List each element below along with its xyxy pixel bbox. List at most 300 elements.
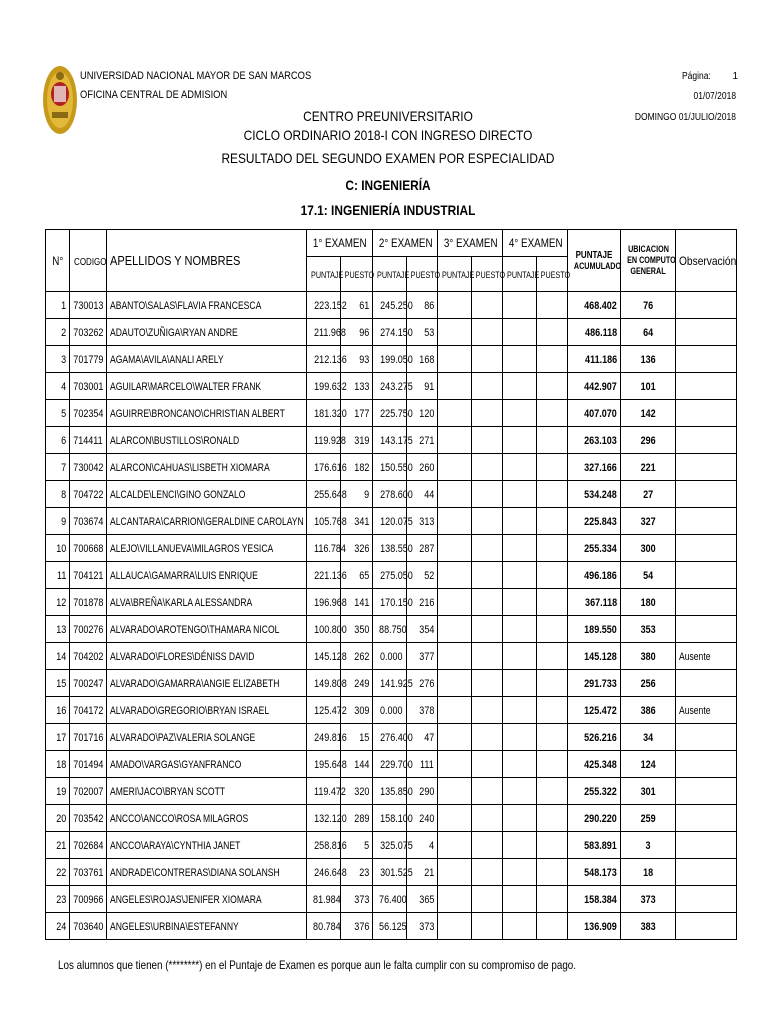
exam2-rank: 373: [407, 913, 438, 940]
title-line-2: CICLO ORDINARIO 2018-I CON INGRESO DIRECTO: [243, 127, 533, 143]
row-name: AMADO\VARGAS\GYANFRANCO: [107, 751, 307, 778]
row-name: ALARCON\BUSTILLOS\RONALD: [107, 427, 307, 454]
exam1-rank: 262: [341, 643, 373, 670]
general-rank: 54: [621, 562, 676, 589]
exam2-score: 245.250: [373, 292, 407, 319]
row-number: 6: [46, 427, 70, 454]
general-rank: 76: [621, 292, 676, 319]
table-row: [46, 886, 737, 913]
exam4-rank: [537, 778, 568, 805]
exam2-rank: 240: [407, 805, 438, 832]
col-header-exam3: 3° EXAMEN: [438, 230, 503, 257]
university-seal-logo: [42, 64, 78, 136]
exam2-score: 76.400: [373, 886, 407, 913]
observation: Ausente: [676, 697, 737, 724]
exam1-score: 145.128: [307, 643, 341, 670]
exam4-rank: [537, 346, 568, 373]
general-rank: 327: [621, 508, 676, 535]
exam3-score: [438, 400, 472, 427]
total-score: 125.472: [568, 697, 621, 724]
exam3-score: [438, 805, 472, 832]
row-code: 703640: [70, 913, 107, 940]
exam3-score: [438, 751, 472, 778]
row-name: ALCANTARA\CARRION\GERALDINE CAROLAYN: [107, 508, 307, 535]
results-table: [45, 229, 737, 940]
total-score: 425.348: [568, 751, 621, 778]
observation: [676, 454, 737, 481]
exam1-rank: 96: [341, 319, 373, 346]
total-score: 327.166: [568, 454, 621, 481]
exam4-rank: [537, 751, 568, 778]
exam4-score: [503, 886, 537, 913]
exam2-score: 0.000: [373, 643, 407, 670]
exam2-score: 199.050: [373, 346, 407, 373]
exam1-score: 125.472: [307, 697, 341, 724]
row-code: 702684: [70, 832, 107, 859]
row-name: ANGELES\URBINA\ESTEFANNY: [107, 913, 307, 940]
exam1-score: 255.648: [307, 481, 341, 508]
observation: [676, 670, 737, 697]
exam2-rank: 276: [407, 670, 438, 697]
table-row: [46, 832, 737, 859]
exam4-rank: [537, 373, 568, 400]
exam1-rank: 289: [341, 805, 373, 832]
exam3-score: [438, 697, 472, 724]
exam2-rank: 4: [407, 832, 438, 859]
exam1-score: 258.816: [307, 832, 341, 859]
observation: [676, 427, 737, 454]
observation: [676, 724, 737, 751]
col-header-rank-3: PUESTO: [472, 257, 503, 292]
row-code: 703001: [70, 373, 107, 400]
exam3-rank: [472, 481, 503, 508]
exam4-rank: [537, 616, 568, 643]
exam1-score: 196.968: [307, 589, 341, 616]
exam3-score: [438, 778, 472, 805]
exam2-rank: 216: [407, 589, 438, 616]
row-name: ALVARADO\GAMARRA\ANGIE ELIZABETH: [107, 670, 307, 697]
exam4-rank: [537, 643, 568, 670]
exam1-score: 100.800: [307, 616, 341, 643]
exam1-rank: 141: [341, 589, 373, 616]
page-label: Página:: [682, 71, 711, 82]
exam3-score: [438, 643, 472, 670]
exam3-rank: [472, 427, 503, 454]
row-name: ALVARADO\PAZ\VALERIA SOLANGE: [107, 724, 307, 751]
total-score: 442.907: [568, 373, 621, 400]
exam1-score: 132.120: [307, 805, 341, 832]
exam2-score: 243.275: [373, 373, 407, 400]
exam1-rank: 309: [341, 697, 373, 724]
table-row: [46, 562, 737, 589]
total-score: 290.220: [568, 805, 621, 832]
col-header-name: APELLIDOS Y NOMBRES: [107, 230, 307, 292]
row-number: 16: [46, 697, 70, 724]
general-rank: 383: [621, 913, 676, 940]
observation: [676, 778, 737, 805]
row-number: 8: [46, 481, 70, 508]
exam1-rank: 249: [341, 670, 373, 697]
exam4-rank: [537, 292, 568, 319]
total-score: 145.128: [568, 643, 621, 670]
exam1-score: 119.928: [307, 427, 341, 454]
table-row: [46, 400, 737, 427]
exam4-rank: [537, 400, 568, 427]
table-row: [46, 508, 737, 535]
exam1-score: 176.616: [307, 454, 341, 481]
exam1-rank: 9: [341, 481, 373, 508]
total-score: 583.891: [568, 832, 621, 859]
general-rank: 124: [621, 751, 676, 778]
row-code: 703542: [70, 805, 107, 832]
row-name: ADAUTO\ZUÑIGA\RYAN ANDRE: [107, 319, 307, 346]
exam2-score: 278.600: [373, 481, 407, 508]
general-rank: 256: [621, 670, 676, 697]
exam3-rank: [472, 562, 503, 589]
row-name: ALEJO\VILLANUEVA\MILAGROS YESICA: [107, 535, 307, 562]
exam1-rank: 15: [341, 724, 373, 751]
general-rank: 3: [621, 832, 676, 859]
exam2-score: 229.700: [373, 751, 407, 778]
exam4-score: [503, 292, 537, 319]
general-rank: 34: [621, 724, 676, 751]
row-number: 7: [46, 454, 70, 481]
area-title: C: INGENIERÍA: [345, 177, 431, 193]
row-number: 11: [46, 562, 70, 589]
col-header-score-3: PUNTAJE: [438, 257, 472, 292]
row-code: 700276: [70, 616, 107, 643]
exam1-rank: 319: [341, 427, 373, 454]
row-code: 701494: [70, 751, 107, 778]
exam3-rank: [472, 346, 503, 373]
row-number: 4: [46, 373, 70, 400]
row-number: 2: [46, 319, 70, 346]
total-score: 534.248: [568, 481, 621, 508]
row-code: 703262: [70, 319, 107, 346]
report-date: 01/07/2018: [693, 91, 736, 102]
exam2-rank: 47: [407, 724, 438, 751]
exam3-rank: [472, 913, 503, 940]
exam4-rank: [537, 427, 568, 454]
exam3-score: [438, 508, 472, 535]
general-rank: 180: [621, 589, 676, 616]
exam4-score: [503, 805, 537, 832]
row-code: 704172: [70, 697, 107, 724]
exam3-score: [438, 589, 472, 616]
exam1-rank: 144: [341, 751, 373, 778]
exam4-score: [503, 670, 537, 697]
total-score: 136.909: [568, 913, 621, 940]
row-number: 20: [46, 805, 70, 832]
observation: [676, 886, 737, 913]
observation: [676, 319, 737, 346]
exam3-score: [438, 724, 472, 751]
table-row: [46, 859, 737, 886]
row-code: 701878: [70, 589, 107, 616]
exam4-rank: [537, 724, 568, 751]
total-score: 496.186: [568, 562, 621, 589]
row-number: 22: [46, 859, 70, 886]
table-row: [46, 427, 737, 454]
exam2-score: 274.150: [373, 319, 407, 346]
row-code: 702007: [70, 778, 107, 805]
general-rank: 300: [621, 535, 676, 562]
exam2-rank: 111: [407, 751, 438, 778]
row-name: ALLAUCA\GAMARRA\LUIS ENRIQUE: [107, 562, 307, 589]
title-line-1: CENTRO PREUNIVERSITARIO: [303, 108, 473, 124]
exam4-rank: [537, 886, 568, 913]
row-name: ALCALDE\LENCI\GINO GONZALO: [107, 481, 307, 508]
observation: [676, 346, 737, 373]
exam3-rank: [472, 670, 503, 697]
university-name: UNIVERSIDAD NACIONAL MAYOR DE SAN MARCOS: [80, 70, 312, 82]
exam2-score: 225.750: [373, 400, 407, 427]
exam1-score: 116.784: [307, 535, 341, 562]
exam4-score: [503, 724, 537, 751]
exam4-score: [503, 454, 537, 481]
exam1-rank: 23: [341, 859, 373, 886]
exam4-score: [503, 508, 537, 535]
row-number: 10: [46, 535, 70, 562]
exam2-rank: 120: [407, 400, 438, 427]
exam3-score: [438, 859, 472, 886]
exam4-score: [503, 832, 537, 859]
exam4-score: [503, 643, 537, 670]
observation: [676, 805, 737, 832]
row-number: 17: [46, 724, 70, 751]
exam4-score: [503, 535, 537, 562]
col-header-rank-4: PUESTO: [537, 257, 568, 292]
exam4-rank: [537, 589, 568, 616]
observation: [676, 535, 737, 562]
general-rank: 296: [621, 427, 676, 454]
row-name: ALVARADO\FLORES\DÉNISS DAVID: [107, 643, 307, 670]
col-header-rank: UBICACION EN COMPUTO GENERAL: [621, 230, 676, 292]
row-name: ANDRADE\CONTRERAS\DIANA SOLANSH: [107, 859, 307, 886]
row-code: 704121: [70, 562, 107, 589]
row-code: 702354: [70, 400, 107, 427]
general-rank: 27: [621, 481, 676, 508]
exam1-score: 149.808: [307, 670, 341, 697]
table-row: [46, 616, 737, 643]
exam1-rank: 61: [341, 292, 373, 319]
total-score: 255.322: [568, 778, 621, 805]
row-code: 701779: [70, 346, 107, 373]
table-row: [46, 724, 737, 751]
row-code: 700247: [70, 670, 107, 697]
exam4-score: [503, 319, 537, 346]
exam1-score: 80.784: [307, 913, 341, 940]
col-header-score-4: PUNTAJE: [503, 257, 537, 292]
row-number: 21: [46, 832, 70, 859]
exam2-score: 170.150: [373, 589, 407, 616]
exam3-rank: [472, 535, 503, 562]
exam3-score: [438, 319, 472, 346]
col-header-total: PUNTAJE ACUMULADO: [568, 230, 621, 292]
row-number: 5: [46, 400, 70, 427]
exam3-rank: [472, 859, 503, 886]
exam2-score: 0.000: [373, 697, 407, 724]
observation: [676, 616, 737, 643]
row-code: 701716: [70, 724, 107, 751]
exam1-score: 119.472: [307, 778, 341, 805]
exam4-rank: [537, 508, 568, 535]
title-line-3: RESULTADO DEL SEGUNDO EXAMEN POR ESPECIALIDAD: [221, 150, 555, 166]
col-header-exam4: 4° EXAMEN: [503, 230, 568, 257]
col-header-observation: Observación: [676, 230, 737, 292]
exam4-score: [503, 697, 537, 724]
exam2-rank: 378: [407, 697, 438, 724]
table-row: [46, 292, 737, 319]
exam2-rank: 86: [407, 292, 438, 319]
row-code: 714411: [70, 427, 107, 454]
exam3-score: [438, 886, 472, 913]
exam2-rank: 313: [407, 508, 438, 535]
col-header-score-1: PUNTAJE: [307, 257, 341, 292]
observation: [676, 859, 737, 886]
exam4-score: [503, 616, 537, 643]
exam3-rank: [472, 778, 503, 805]
observation: [676, 751, 737, 778]
exam1-rank: 350: [341, 616, 373, 643]
general-rank: 380: [621, 643, 676, 670]
exam3-rank: [472, 697, 503, 724]
exam1-rank: 320: [341, 778, 373, 805]
row-code: 700966: [70, 886, 107, 913]
exam2-score: 141.925: [373, 670, 407, 697]
exam4-score: [503, 751, 537, 778]
exam2-rank: 260: [407, 454, 438, 481]
row-number: 13: [46, 616, 70, 643]
exam4-score: [503, 346, 537, 373]
exam4-rank: [537, 832, 568, 859]
table-row: [46, 778, 737, 805]
observation: [676, 373, 737, 400]
exam3-score: [438, 454, 472, 481]
table-row: [46, 697, 737, 724]
table-row: [46, 670, 737, 697]
exam2-score: 88.750: [373, 616, 407, 643]
row-number: 1: [46, 292, 70, 319]
exam3-rank: [472, 724, 503, 751]
total-score: 468.402: [568, 292, 621, 319]
observation: [676, 292, 737, 319]
exam4-rank: [537, 535, 568, 562]
exam3-score: [438, 562, 472, 589]
exam3-rank: [472, 589, 503, 616]
row-code: 730042: [70, 454, 107, 481]
total-score: 486.118: [568, 319, 621, 346]
exam3-rank: [472, 319, 503, 346]
exam2-score: 143.175: [373, 427, 407, 454]
row-code: 703761: [70, 859, 107, 886]
exam3-score: [438, 292, 472, 319]
row-code: 730013: [70, 292, 107, 319]
table-row: [46, 373, 737, 400]
table-row: [46, 454, 737, 481]
row-name: ANGELES\ROJAS\JENIFER XIOMARA: [107, 886, 307, 913]
exam1-rank: 376: [341, 913, 373, 940]
exam4-score: [503, 481, 537, 508]
row-name: ALVA\BREÑA\KARLA ALESSANDRA: [107, 589, 307, 616]
exam1-score: 105.768: [307, 508, 341, 535]
table-row: [46, 346, 737, 373]
col-header-exam2: 2° EXAMEN: [373, 230, 438, 257]
table-row: [46, 589, 737, 616]
exam4-rank: [537, 481, 568, 508]
table-row: [46, 481, 737, 508]
exam2-score: 120.075: [373, 508, 407, 535]
observation: [676, 508, 737, 535]
exam2-score: 135.850: [373, 778, 407, 805]
general-rank: 259: [621, 805, 676, 832]
exam2-rank: 44: [407, 481, 438, 508]
exam4-score: [503, 778, 537, 805]
total-score: 526.216: [568, 724, 621, 751]
exam3-rank: [472, 805, 503, 832]
general-rank: 386: [621, 697, 676, 724]
col-header-code: CODIGO: [70, 230, 107, 292]
exam4-rank: [537, 670, 568, 697]
row-name: ALVARADO\AROTENGO\THAMARA NICOL: [107, 616, 307, 643]
exam4-score: [503, 859, 537, 886]
exam3-rank: [472, 508, 503, 535]
general-rank: 101: [621, 373, 676, 400]
exam4-rank: [537, 562, 568, 589]
exam2-score: 56.125: [373, 913, 407, 940]
observation: [676, 589, 737, 616]
exam3-score: [438, 535, 472, 562]
exam3-score: [438, 346, 472, 373]
exam4-rank: [537, 913, 568, 940]
exam1-score: 249.816: [307, 724, 341, 751]
table-row: [46, 319, 737, 346]
observation: Ausente: [676, 643, 737, 670]
total-score: 367.118: [568, 589, 621, 616]
exam1-score: 81.984: [307, 886, 341, 913]
table-row: [46, 913, 737, 940]
exam1-rank: 177: [341, 400, 373, 427]
row-name: ABANTO\SALAS\FLAVIA FRANCESCA: [107, 292, 307, 319]
total-score: 407.070: [568, 400, 621, 427]
exam2-rank: 52: [407, 562, 438, 589]
exam1-rank: 326: [341, 535, 373, 562]
exam2-score: 276.400: [373, 724, 407, 751]
exam1-score: 212.136: [307, 346, 341, 373]
page-number: 1: [732, 71, 738, 82]
col-header-rank-1: PUESTO: [341, 257, 373, 292]
exam2-score: 275.050: [373, 562, 407, 589]
office-name: OFICINA CENTRAL DE ADMISION: [80, 89, 228, 101]
col-header-score-2: PUNTAJE: [373, 257, 407, 292]
observation: [676, 562, 737, 589]
exam4-score: [503, 400, 537, 427]
exam1-rank: 373: [341, 886, 373, 913]
observation: [676, 913, 737, 940]
exam1-rank: 341: [341, 508, 373, 535]
exam1-score: 211.968: [307, 319, 341, 346]
exam3-rank: [472, 886, 503, 913]
exam3-score: [438, 481, 472, 508]
row-number: 18: [46, 751, 70, 778]
general-rank: 142: [621, 400, 676, 427]
row-name: ALVARADO\GREGORIO\BRYAN ISRAEL: [107, 697, 307, 724]
col-header-number: N°: [46, 230, 70, 292]
exam3-rank: [472, 400, 503, 427]
general-rank: 64: [621, 319, 676, 346]
exam4-rank: [537, 697, 568, 724]
exam1-rank: 65: [341, 562, 373, 589]
